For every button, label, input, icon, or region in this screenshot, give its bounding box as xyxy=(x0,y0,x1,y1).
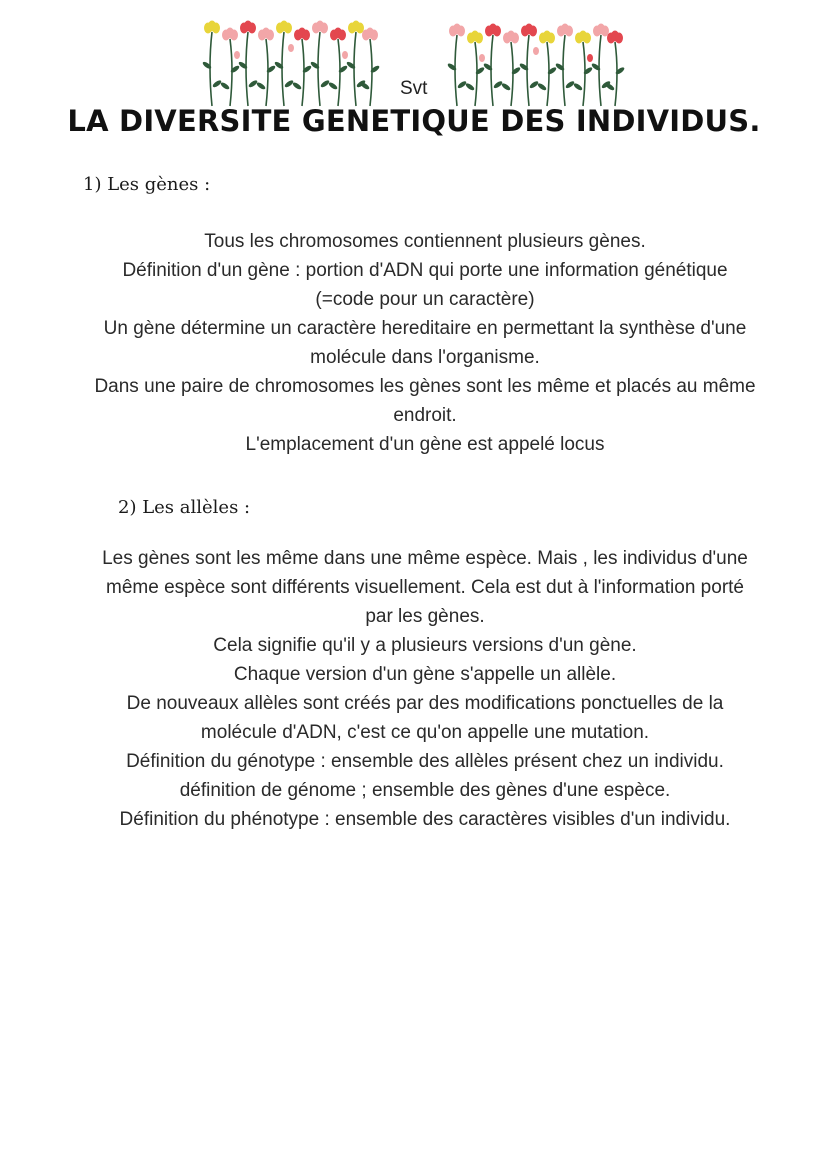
body-line: Chaque version d'un gène s'appelle un allèle. xyxy=(233,664,617,685)
body-line: Définition d'un gène : portion d'ADN qui porte une information génétique xyxy=(122,260,728,281)
section-heading-alleles: 2) Les allèles : xyxy=(118,497,251,518)
body-line: Définition du génotype : ensemble des allèles présent chez un individu. xyxy=(126,751,724,772)
flower-border-right-icon xyxy=(445,18,625,108)
section-body-genes xyxy=(40,227,810,459)
flower-border-left-icon xyxy=(200,18,380,108)
section-heading-genes: 1) Les gènes : xyxy=(83,174,211,195)
body-line: endroit. xyxy=(393,405,457,426)
body-line: Dans une paire de chromosomes les gènes sont les même et placés au même xyxy=(94,376,756,397)
body-line: molécule d'ADN, c'est ce qu'on appelle une mutation. xyxy=(200,722,650,743)
body-line: par les gènes. xyxy=(365,606,485,627)
section-body-alleles xyxy=(40,544,810,834)
body-line: même espèce sont différents visuellement. Cela est dut à l'information porté xyxy=(106,577,744,598)
body-line: Cela signifie qu'il y a plusieurs versions d'un gène. xyxy=(213,635,637,656)
body-line: molécule dans l'organisme. xyxy=(310,347,540,368)
body-line: Définition du phénotype : ensemble des caractères visibles d'un individu. xyxy=(119,809,731,830)
body-line: Tous les chromosomes contiennent plusieurs gènes. xyxy=(204,231,646,252)
body-line: Les gènes sont les même dans une même espèce. Mais , les individus d'une xyxy=(102,548,748,569)
body-line: De nouveaux allèles sont créés par des modifications ponctuelles de la xyxy=(126,693,724,714)
body-line: définition de génome ; ensemble des gènes d'une espèce. xyxy=(179,780,671,801)
page-header xyxy=(0,18,828,108)
body-line: L'emplacement d'un gène est appelé locus xyxy=(245,434,605,455)
page-title: LA DIVERSITE GENETIQUE DES INDIVIDUS. xyxy=(67,104,761,138)
body-line: (=code pour un caractère) xyxy=(315,289,535,310)
subject-label: Svt xyxy=(400,78,428,99)
body-line: Un gène détermine un caractère hereditaire en permettant la synthèse d'une xyxy=(103,318,747,339)
